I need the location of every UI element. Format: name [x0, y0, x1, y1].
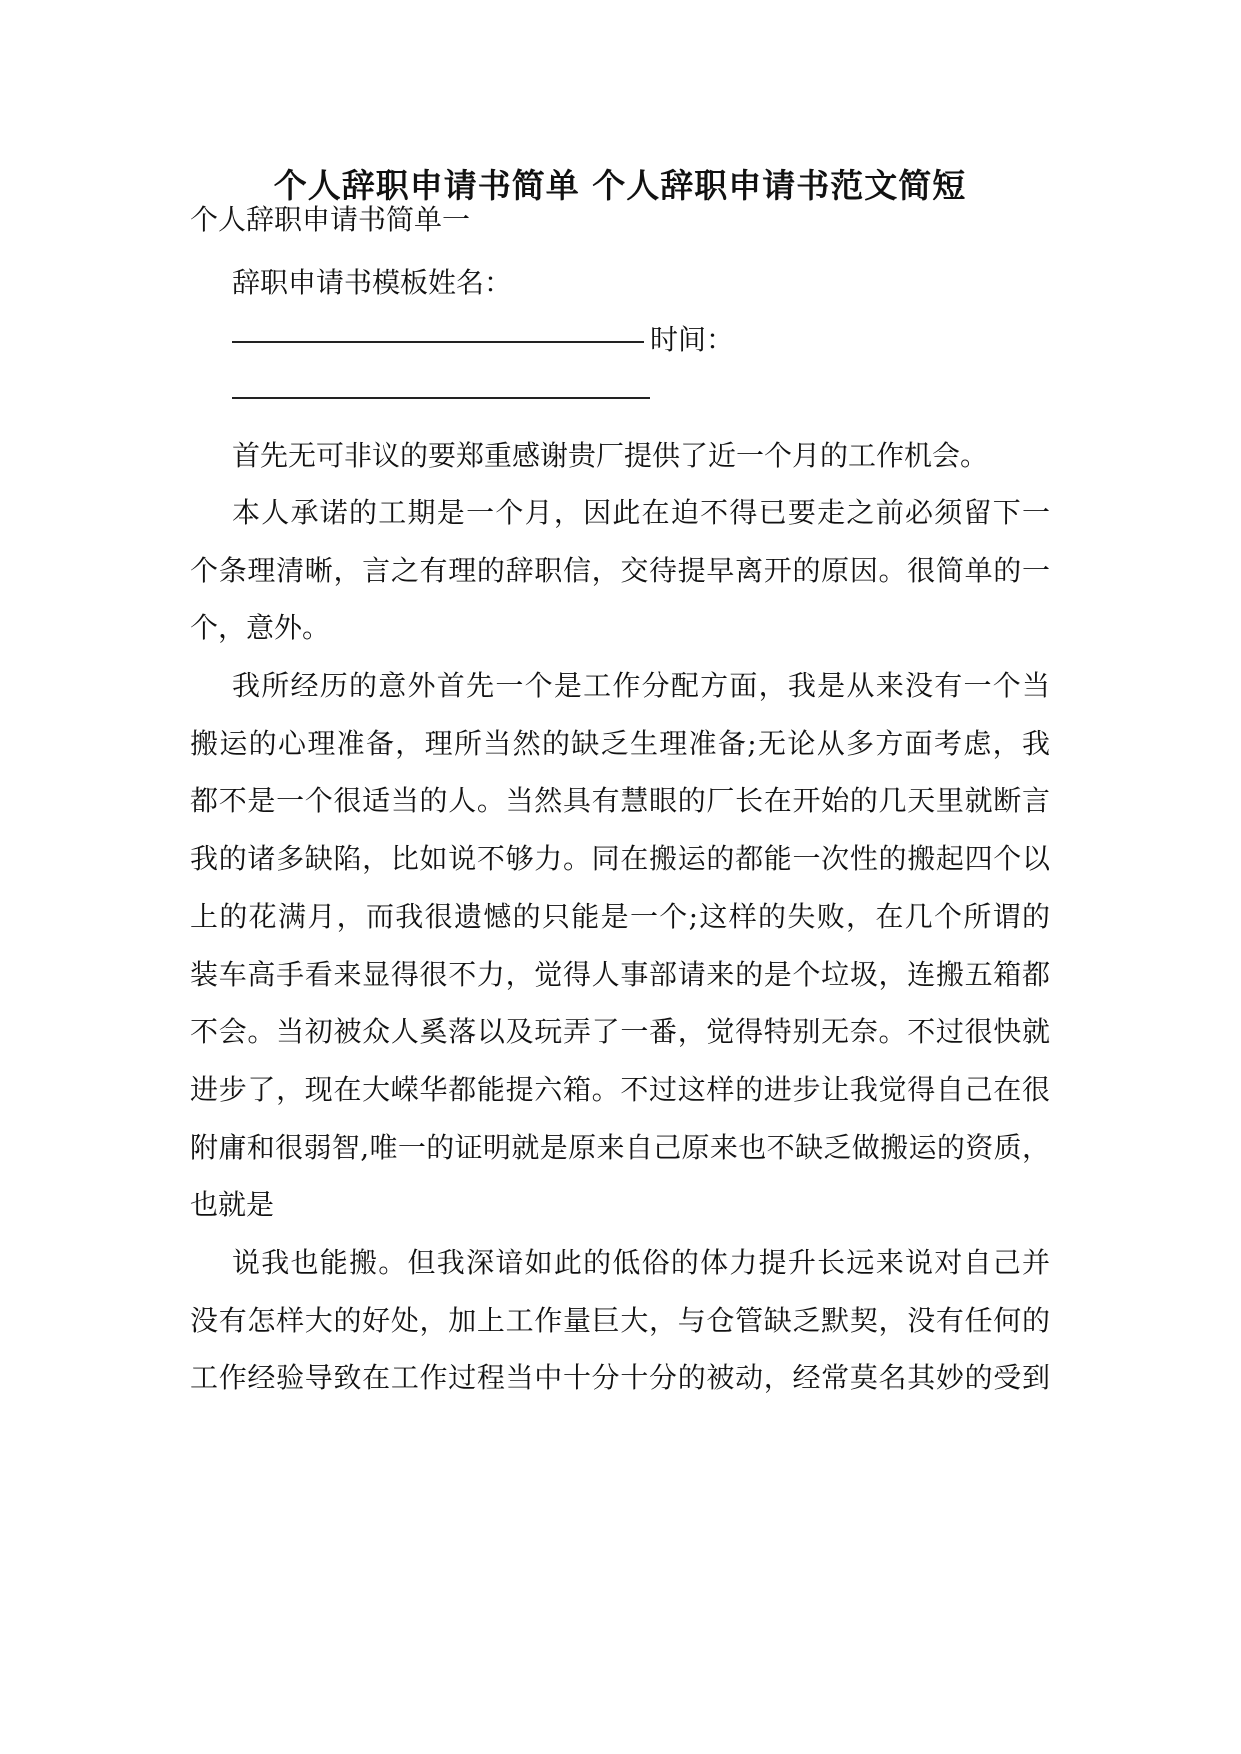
- paragraph-3-line: 附庸和很弱智,唯一的证明就是原来自己原来也不缺乏做搬运的资质，: [190, 1131, 1050, 1164]
- paragraph-4-line: 说我也能搬。但我深谙如此的低俗的体力提升长远来说对自己并: [232, 1246, 1050, 1279]
- time-label: 时间：: [650, 323, 735, 356]
- paragraph-3-line: 进步了，现在大嵘华都能提六箱。不过这样的进步让我觉得自己在很: [190, 1073, 1050, 1106]
- paragraph-3-line: 我所经历的意外首先一个是工作分配方面，我是从来没有一个当: [232, 669, 1050, 702]
- paragraph-3-line: 搬运的心理准备，理所当然的缺乏生理准备;无论从多方面考虑，我: [190, 727, 1050, 760]
- paragraph-3-line: 都不是一个很适当的人。当然具有慧眼的厂长在开始的几天里就断言: [190, 784, 1050, 817]
- time-fill-line: [232, 397, 650, 399]
- paragraph-4-line: 工作经验导致在工作过程当中十分十分的被动，经常莫名其妙的受到: [190, 1361, 1050, 1394]
- paragraph-3-line: 不会。当初被众人奚落以及玩弄了一番，觉得特别无奈。不过很快就: [190, 1015, 1050, 1048]
- name-fill-line: [232, 341, 644, 343]
- paragraph-3-line: 也就是: [190, 1188, 275, 1221]
- document-title: 个人辞职申请书简单 个人辞职申请书范文简短: [273, 166, 967, 205]
- paragraph-4-line: 没有怎样大的好处，加上工作量巨大，与仓管缺乏默契，没有任何的: [190, 1304, 1050, 1337]
- paragraph-3-line: 我的诸多缺陷，比如说不够力。同在搬运的都能一次性的搬起四个以: [190, 842, 1050, 875]
- template-name-label: 辞职申请书模板姓名：: [232, 266, 513, 299]
- paragraph-2-line: 个条理清晰，言之有理的辞职信，交待提早离开的原因。很简单的一: [190, 554, 1050, 587]
- paragraph-1: 首先无可非议的要郑重感谢贵厂提供了近一个月的工作机会。: [232, 439, 989, 472]
- paragraph-3-line: 装车高手看来显得很不力，觉得人事部请来的是个垃圾，连搬五箱都: [190, 958, 1050, 991]
- paragraph-2-line: 本人承诺的工期是一个月，因此在迫不得已要走之前必须留下一: [232, 496, 1050, 529]
- section-heading: 个人辞职申请书简单一: [190, 203, 471, 236]
- paragraph-2-line: 个，意外。: [190, 611, 331, 644]
- paragraph-3-line: 上的花满月，而我很遗憾的只能是一个;这样的失败，在几个所谓的: [190, 900, 1050, 933]
